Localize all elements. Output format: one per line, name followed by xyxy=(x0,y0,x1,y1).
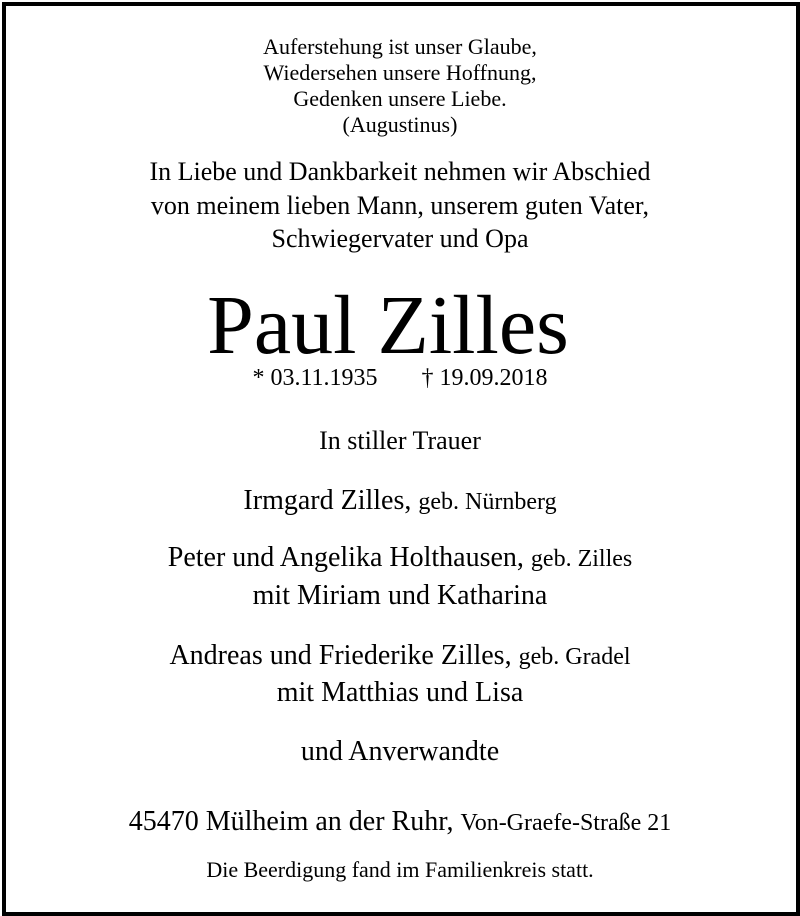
child1-grandchildren: mit Miriam und Katharina xyxy=(252,580,548,611)
relatives-line: und Anverwandte xyxy=(300,736,500,767)
motto-line-2: Wiedersehen unsere Hoffnung, xyxy=(263,60,537,85)
child2-maiden-name: geb. Gradel xyxy=(518,644,631,670)
mourning-heading: In stiller Trauer xyxy=(319,426,481,455)
birth-date: * 03.11.1935 xyxy=(252,365,378,391)
intro-line-1: In Liebe und Dankbarkeit nehmen wir Abschied xyxy=(149,157,651,186)
intro-line-2: von meinem lieben Mann, unserem guten Vater, xyxy=(150,191,650,220)
address-line xyxy=(0,806,800,838)
notice-border xyxy=(2,2,800,916)
child1-maiden-name: geb. Zilles xyxy=(530,546,633,572)
life-dates xyxy=(0,365,800,392)
address-street: Von-Graefe-Straße 21 xyxy=(460,810,672,836)
family-wife xyxy=(0,485,800,517)
wife-maiden-name: geb. Nürnberg xyxy=(418,489,557,515)
child2-name: Andreas und Friederike Zilles, xyxy=(169,640,512,671)
family-child-1 xyxy=(0,542,800,574)
family-child-2 xyxy=(0,640,800,672)
address-city: 45470 Mülheim an der Ruhr, xyxy=(128,806,454,837)
motto-line-3: Gedenken unsere Liebe. xyxy=(293,86,507,111)
funeral-note: Die Beerdigung fand im Familienkreis statt. xyxy=(206,857,594,882)
death-date: † 19.09.2018 xyxy=(421,365,548,391)
deceased-name: Paul Zilles xyxy=(207,279,569,372)
motto-attribution: (Augustinus) xyxy=(342,112,458,137)
child2-grandchildren: mit Matthias und Lisa xyxy=(276,677,524,708)
motto-line-1: Auferstehung ist unser Glaube, xyxy=(263,34,537,59)
wife-name: Irmgard Zilles, xyxy=(243,485,412,516)
child1-name: Peter und Angelika Holthausen, xyxy=(167,542,524,573)
intro-line-3: Schwiegervater und Opa xyxy=(271,224,529,253)
